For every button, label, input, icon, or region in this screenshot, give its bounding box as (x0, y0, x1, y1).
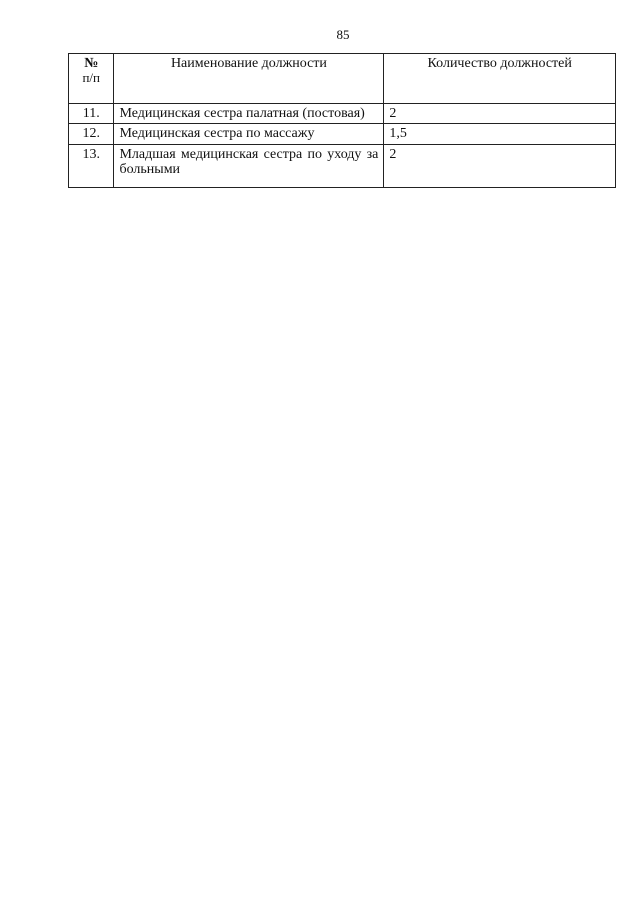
row-number: 12. (69, 124, 114, 144)
row-position-name: Медицинская сестра палатная (постовая) (114, 104, 384, 124)
staff-positions-table (68, 53, 616, 188)
table-row (69, 144, 616, 187)
header-number (69, 54, 114, 104)
row-number: 11. (69, 104, 114, 124)
header-position-name: Наименование должности (114, 54, 384, 104)
row-number: 13. (69, 144, 114, 187)
header-number-sub: п/п (82, 70, 100, 86)
row-position-name: Медицинская сестра по массажу (114, 124, 384, 144)
row-position-count: 2 (384, 144, 616, 187)
table-row (69, 104, 616, 124)
table-header-row (69, 54, 616, 104)
page-number: 85 (336, 27, 350, 42)
row-position-name: Младшая медицинская сестра по уходу за больными (114, 144, 384, 187)
header-number-sign: № (84, 56, 99, 71)
row-position-count: 2 (384, 104, 616, 124)
header-position-count: Количество должностей (384, 54, 616, 104)
row-position-count: 1,5 (384, 124, 616, 144)
table-row (69, 124, 616, 144)
